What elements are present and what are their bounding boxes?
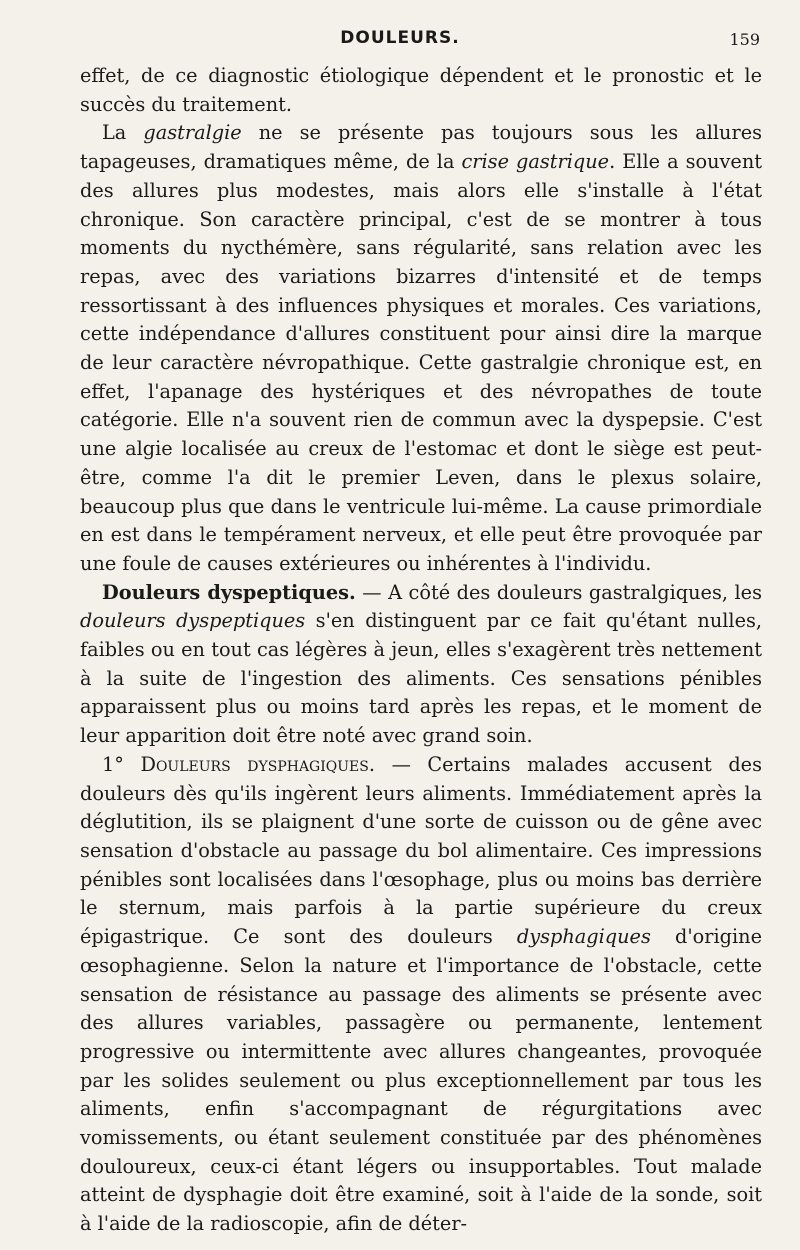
paragraph-douleurs-dyspeptiques — [80, 579, 762, 751]
body-text — [80, 62, 762, 1239]
paragraph-douleurs-dysphagiques — [80, 751, 762, 1239]
paragraph-gastralgie — [80, 119, 762, 578]
text-run: ne se présente pas toujours sous les allures tapageuses, dramatiques même, de la — [80, 121, 762, 174]
term-douleurs-dyspeptiques: douleurs dyspeptiques — [80, 609, 306, 633]
term-crise-gastrique: crise gastrique — [461, 150, 610, 174]
text-run: La — [102, 121, 144, 145]
running-head — [0, 28, 800, 58]
section-heading: Douleurs dyspeptiques. — [102, 580, 356, 604]
text-run: s'en distinguent par ce fait qu'étant nulles, faibles ou en tout cas légères à jeun, elles s'exagèrent très nettement à la suite de l'ingestion des aliments. Ces sensations pénibles apparaissent plus ou moins tard après les repas, et le moment de leur apparition doit être noté avec grand soin. — [80, 609, 763, 748]
running-title: DOULEURS. — [340, 28, 460, 48]
page-number: 159 — [729, 30, 760, 49]
text-run: . Elle a souvent des allures plus modestes, mais alors elle s'installe à l'état chronique. Son caractère principal, c'est de se montrer à tous moments du nycthémère, sans régularité, sans relation avec les repas, avec des variations bizarres d'intensité et de temps ressortissant à des influences physiques et morales. Ces variations, cette indépendance d'allures constituent pour ainsi dire la marque de leur caractère névropathique. Cette gastralgie chronique est, en effet, l'apanage des hystériques et des névropathes de toute catégorie. Elle n'a souvent rien de commun avec la dyspepsie. C'est une algie localisée au creux de l'estomac et dont le siège est peut-être, comme l'a dit le premier Leven, dans le plexus solaire, beaucoup plus que dans le ventricule lui-même. La cause primordiale en est dans le tempérament nerveux, et elle peut être provoquée par une foule de causes extérieures ou inhérentes à l'individu. — [80, 150, 762, 575]
term-gastralgie: gastralgie — [143, 121, 242, 145]
text-run: — A côté des douleurs gastralgiques, les — [355, 580, 762, 604]
text-run: . — Certains malades accusent des douleurs dès qu'ils ingèrent leurs aliments. Immédiatement après la déglutition, ils se plaignent d'une sorte de cuisson ou de gêne avec sensation d'obstacle au passage du bol alimentaire. Ces impressions pénibles sont localisées dans l'œsophage, plus ou moins bas derrière le sternum, mais parfois à la partie supérieure du creux épigastrique. Ce sont des douleurs — [80, 752, 762, 949]
text-run: d'origine œsophagienne. Selon la nature et l'importance de l'obstacle, cette sensation de résistance au passage des aliments se présente avec des allures variables, passagère ou permanente, lentement progressive ou intermittente avec allures changeantes, provoquée par les solides seulement ou plus exceptionnellement par tous les aliments, enfin s'accompagnant de régurgitations avec vomissements, ou étant seulement constituée par des phénomènes douloureux, ceux-ci étant légers ou insupportables. Tout malade atteint de dysphagie doit être examiné, soit à l'aide de la sonde, soit à l'aide de la radioscopie, afin de déter- — [80, 925, 763, 1236]
term-dysphagiques: dysphagiques — [516, 925, 651, 949]
subsection-heading: Douleurs dysphagiques — [140, 752, 369, 776]
paragraph-1: effet, de ce diagnostic étiologique dépendent et le pronostic et le succès du traitement. — [80, 64, 762, 116]
item-number: 1° — [102, 752, 141, 776]
